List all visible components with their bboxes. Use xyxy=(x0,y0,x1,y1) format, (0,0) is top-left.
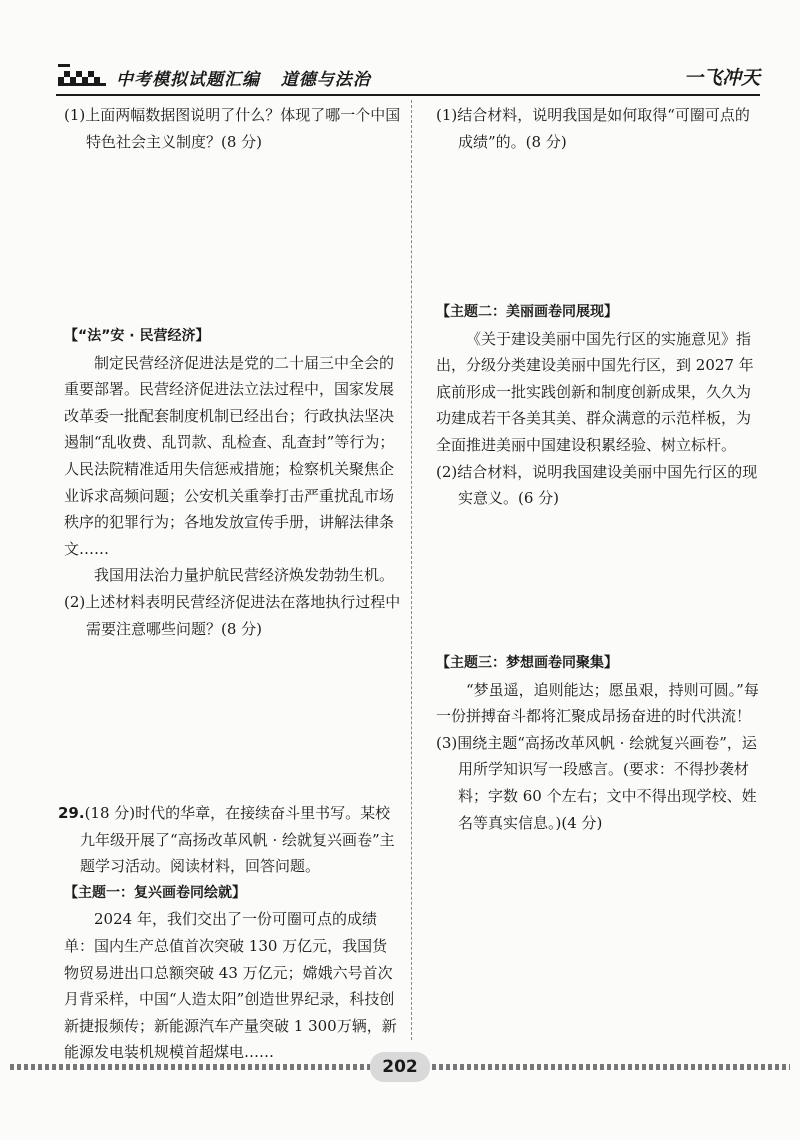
left-question-1: (1)上面两幅数据图说明了什么？体现了哪一个中国特色社会主义制度？(8 分) xyxy=(64,106,401,151)
section-heading: 【“法”安 · 民营经济】 xyxy=(64,328,210,344)
theme-2-paragraph: 《关于建设美丽中国先行区的实施意见》指出，分级分类建设美丽中国先行区，到 2027 年底前形成一批实践创新和制度创新成果，久久为功建成若干各美其美、群众满意的示范样板，为全面推进美丽中国建设积累经验、树立标杆。 xyxy=(436,329,754,454)
theme-2 xyxy=(436,299,762,512)
left-section-fa-an xyxy=(64,323,402,642)
book-title: 中考模拟试题汇编 道德与法治 xyxy=(116,70,371,90)
theme-3 xyxy=(436,650,762,836)
brand-logo: 一飞冲天 xyxy=(683,67,760,89)
theme-1-paragraph: 2024 年，我们交出了一份可圈可点的成绩单：国内生产总值首次突破 130 万亿元，我国货物贸易进出口总额突破 43 万亿元；嫦娥六号首次月背采样，中国“人造太阳”创造世界纪录，科技创新捷报频传；新能源汽车产量突破 1 300万辆，新能源发电装机规模首超煤电…… xyxy=(64,910,397,1062)
footer-ornament-left xyxy=(10,1064,370,1070)
left-question-2: (2)上述材料表明民营经济促进法在落地执行过程中需要注意哪些问题？(8 分) xyxy=(64,592,401,638)
page-number: 202 xyxy=(370,1052,430,1082)
theme-3-paragraph: “梦虽遥，追则能达；愿虽艰，持则可圆。”每一份拼搏奋斗都将汇聚成昂扬奋进的时代洪流！ xyxy=(436,680,759,726)
question-29-text: (18 分)时代的华章，在接续奋斗里书写。某校九年级开展了“高扬改革风帆 · 绘就复兴画卷”主题学习活动。阅读材料，回答问题。 xyxy=(80,804,395,876)
right-question-1: (1)结合材料，说明我国是如何取得“可圈可点的成绩”的。(8 分) xyxy=(436,106,750,151)
header-rule xyxy=(56,94,760,96)
theme-2-heading: 【主题二：美丽画卷同展现】 xyxy=(436,304,618,320)
right-question-3: (3)围绕主题“高扬改革风帆 · 绘就复兴画卷”，运用所学知识写一段感言。(要求：不得抄袭材料；字数 60 个左右；文中不得出现学校、姓名等真实信息。)(4 分) xyxy=(436,733,757,832)
question-number: 29. xyxy=(58,804,85,822)
theme-3-heading: 【主题三：梦想画卷同聚集】 xyxy=(436,655,618,671)
theme-1-heading: 【主题一：复兴画卷同绘就】 xyxy=(64,884,246,901)
page-footer xyxy=(0,1052,800,1082)
page-header xyxy=(56,56,760,98)
checker-logo-icon xyxy=(58,64,110,90)
footer-ornament-right xyxy=(432,1064,790,1070)
column-divider xyxy=(411,100,412,1040)
question-29 xyxy=(58,800,402,1066)
section-paragraph: 制定民营经济促进法是党的二十届三中全会的重要部署。民营经济促进法立法过程中，国家发展改革委一批配套制度机制已经出台；行政执法坚决遏制“乱收费、乱罚款、乱检查、乱查封”等行为；人民法院精准适用失信惩戒措施；检察机关聚焦企业诉求高频问题；公安机关重拳打击严重扰乱市场秩序的犯罪行为；各地发放宣传手册，讲解法律条文…… xyxy=(64,353,395,558)
section-paragraph-2: 我国用法治力量护航民营经济焕发勃勃生机。 xyxy=(94,566,395,585)
right-question-2: (2)结合材料，说明我国建设美丽中国先行区的现实意义。(6 分) xyxy=(436,462,758,508)
